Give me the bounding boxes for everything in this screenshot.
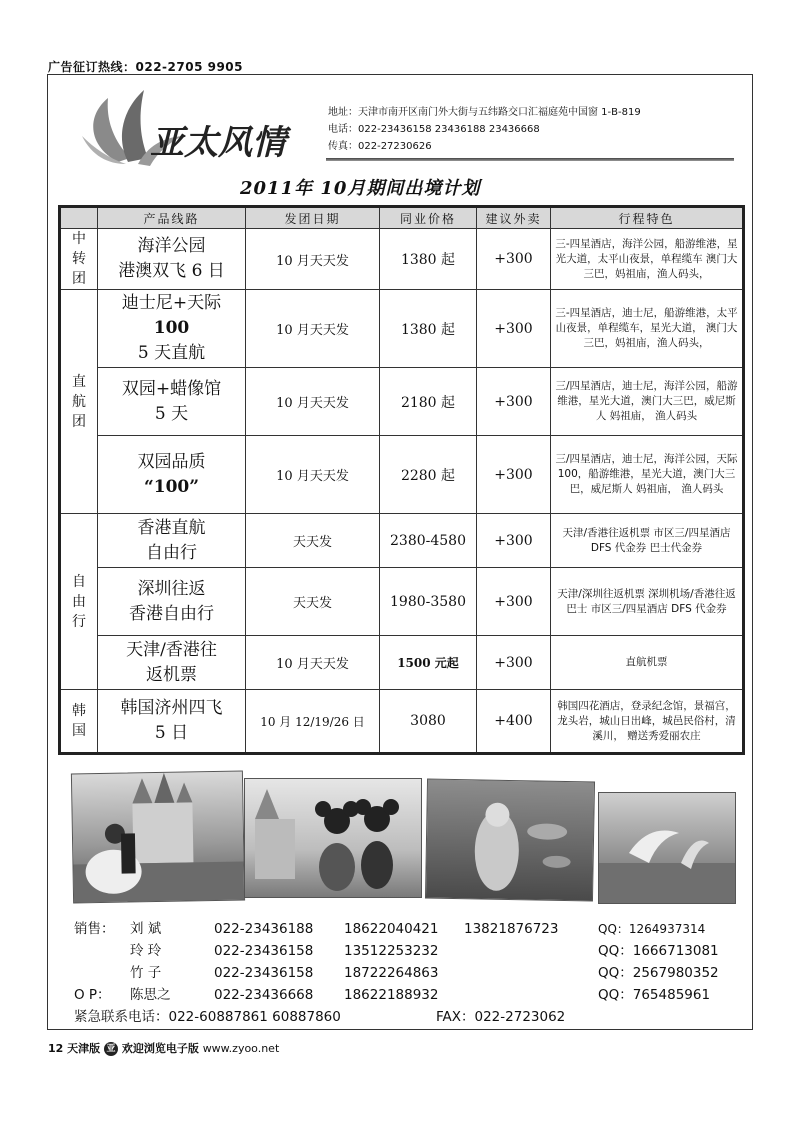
- address: 地址：天津市南开区南门外大街与五纬路交口汇福庭苑中国窗 1-B-819: [328, 107, 641, 118]
- features-cell: 天津/香港往返机票 市区三/四星酒店 DFS 代金券 巴士代金券: [551, 514, 744, 568]
- sales-mobile: 13512253232: [344, 943, 439, 959]
- photo-strip: [68, 770, 734, 910]
- sales-contacts: [74, 918, 734, 1028]
- table-row: [60, 436, 744, 514]
- features-cell: 天津/深圳往返机票 深圳机场/香港往返巴士 市区三/四星酒店 DFS 代金券: [551, 568, 744, 636]
- sales-qq: QQ：1666713081: [598, 943, 719, 959]
- features-cell: 韩国四花酒店，登录纪念馆，景福宫，龙头岩，城山日出峰，城邑民俗村，清溪川， 赠送秀爱丽农庄: [551, 690, 744, 754]
- header-suggested: 建议外卖: [477, 207, 551, 229]
- table-row: [60, 229, 744, 290]
- table-row: [60, 368, 744, 436]
- op-mobile: 18622188932: [344, 987, 439, 1003]
- emergency-phone: 紧急联系电话：022-60887861 60887860: [74, 1009, 341, 1025]
- sales-name: 刘 斌: [130, 921, 162, 937]
- sales-row: [74, 918, 734, 940]
- features-cell: 三/四星酒店，迪士尼，海洋公园，天际 100，船游维港，星光大道，澳门大三巴，威尼斯人 妈祖庙， 渔人码头: [551, 436, 744, 514]
- suggested-cell: +300: [477, 568, 551, 636]
- sales-tel: 022-23436158: [214, 965, 314, 981]
- leaf-logo-icon: [78, 86, 318, 170]
- logo-text: 亚太风情: [150, 123, 286, 163]
- header-features: 行程特色: [551, 207, 744, 229]
- date-cell: 天天发: [246, 568, 380, 636]
- header-group: [60, 207, 98, 229]
- features-cell: 三-四星酒店，海洋公园，船游维港，星光大道，太平山夜景，单程缆车 澳门大三巴，妈祖庙，渔人码头，: [551, 229, 744, 290]
- group-transfer: 中转团: [60, 229, 98, 290]
- features-cell: 直航机票: [551, 636, 744, 690]
- features-cell: 三/四星酒店，迪士尼，海洋公园，船游维港，星光大道，澳门大三巴，威尼斯人 妈祖庙， 渔人码头: [551, 368, 744, 436]
- sales-name: 竹 子: [130, 965, 162, 981]
- price-cell: 2280 起: [380, 436, 477, 514]
- group-direct: 直航团: [60, 290, 98, 514]
- price-cell: 1380 起: [380, 290, 477, 368]
- route-cell: 双园品质 “100”: [98, 436, 246, 514]
- date-cell: 10 月天天发: [246, 636, 380, 690]
- price-cell: 1980-3580: [380, 568, 477, 636]
- price-cell: 1380 起: [380, 229, 477, 290]
- route-cell: 天津/香港往 返机票: [98, 636, 246, 690]
- brand-badge-icon: 亚: [104, 1042, 118, 1056]
- table-row: [60, 690, 744, 754]
- table-header: [60, 207, 744, 229]
- op-label: O P：: [74, 987, 111, 1003]
- sales-qq: QQ：2567980352: [598, 965, 719, 981]
- suggested-cell: +300: [477, 436, 551, 514]
- page-title: 2011年 10月期间出境计划: [240, 178, 481, 199]
- op-name: 陈思之: [130, 987, 171, 1003]
- suggested-cell: +400: [477, 690, 551, 754]
- price-cell: 2380-4580: [380, 514, 477, 568]
- sales-tel: 022-23436188: [214, 921, 314, 937]
- route-cell: 海洋公园 港澳双飞 6 日: [98, 229, 246, 290]
- group-free: 自由行: [60, 514, 98, 690]
- suggested-cell: +300: [477, 368, 551, 436]
- date-cell: 天天发: [246, 514, 380, 568]
- table-row: [60, 636, 744, 690]
- header-price: 同业价格: [380, 207, 477, 229]
- header-date: 发团日期: [246, 207, 380, 229]
- sales-qq: QQ：1264937314: [598, 922, 706, 936]
- photo-castle-couple: [71, 771, 245, 904]
- suggested-cell: +300: [477, 290, 551, 368]
- sales-tel: 022-23436158: [214, 943, 314, 959]
- sales-row: [74, 940, 734, 962]
- phone: 电话：022-23436158 23436188 23436668: [328, 124, 540, 135]
- header-route: 产品线路: [98, 207, 246, 229]
- photo-dolphin-show: [598, 792, 736, 904]
- table-row: [60, 290, 744, 368]
- route-cell: 深圳往返 香港自由行: [98, 568, 246, 636]
- sales-mobile: 18722264863: [344, 965, 439, 981]
- date-cell: 10 月天天发: [246, 436, 380, 514]
- suggested-cell: +300: [477, 514, 551, 568]
- sales-name: 玲 玲: [130, 943, 162, 959]
- footer-text: 欢迎浏览电子版: [121, 1042, 199, 1055]
- group-korea: 韩国: [60, 690, 98, 754]
- sales-mobile-2: 13821876723: [464, 921, 559, 937]
- tour-plan-table: [58, 205, 745, 755]
- table-row: [60, 568, 744, 636]
- op-tel: 022-23436668: [214, 987, 314, 1003]
- date-cell: 10 月天天发: [246, 229, 380, 290]
- contact-info: [328, 104, 641, 155]
- fax: 传真：022-27230626: [328, 141, 432, 152]
- edition: 天津版: [67, 1042, 101, 1055]
- route-cell: 韩国济州四飞 5 日: [98, 690, 246, 754]
- fax-number: FAX：022-2723062: [436, 1009, 566, 1025]
- date-cell: 10 月天天发: [246, 290, 380, 368]
- op-row: [74, 984, 734, 1006]
- header-rule: [326, 158, 734, 161]
- company-logo: [78, 86, 318, 170]
- route-cell: 迪士尼+天际 100 5 天直航: [98, 290, 246, 368]
- page-number: 12: [48, 1042, 64, 1055]
- table-row: [60, 514, 744, 568]
- emergency-row: [74, 1006, 734, 1028]
- features-cell: 三-四星酒店，迪士尼，船游维港，太平山夜景，单程缆车，星光大道， 澳门大三巴，妈祖庙，渔人码头，: [551, 290, 744, 368]
- price-cell: 3080: [380, 690, 477, 754]
- photo-mickey-minnie: [244, 778, 422, 898]
- op-qq: QQ：765485961: [598, 987, 711, 1003]
- route-cell: 香港直航 自由行: [98, 514, 246, 568]
- route-cell: 双园+蜡像馆 5 天: [98, 368, 246, 436]
- price-cell: 2180 起: [380, 368, 477, 436]
- suggested-cell: +300: [477, 229, 551, 290]
- date-cell: 10 月 12/19/26 日: [246, 690, 380, 754]
- date-cell: 10 月天天发: [246, 368, 380, 436]
- ad-hotline: 广告征订热线：022-2705 9905: [48, 60, 244, 74]
- price-cell: 1500 元起: [380, 636, 477, 690]
- sales-label: 销售：: [74, 921, 115, 937]
- photo-aquarium: [425, 779, 595, 902]
- suggested-cell: +300: [477, 636, 551, 690]
- footer-url[interactable]: www.zyoo.net: [202, 1042, 280, 1055]
- sales-mobile: 18622040421: [344, 921, 439, 937]
- sales-row: [74, 962, 734, 984]
- page-footer: [48, 1040, 279, 1056]
